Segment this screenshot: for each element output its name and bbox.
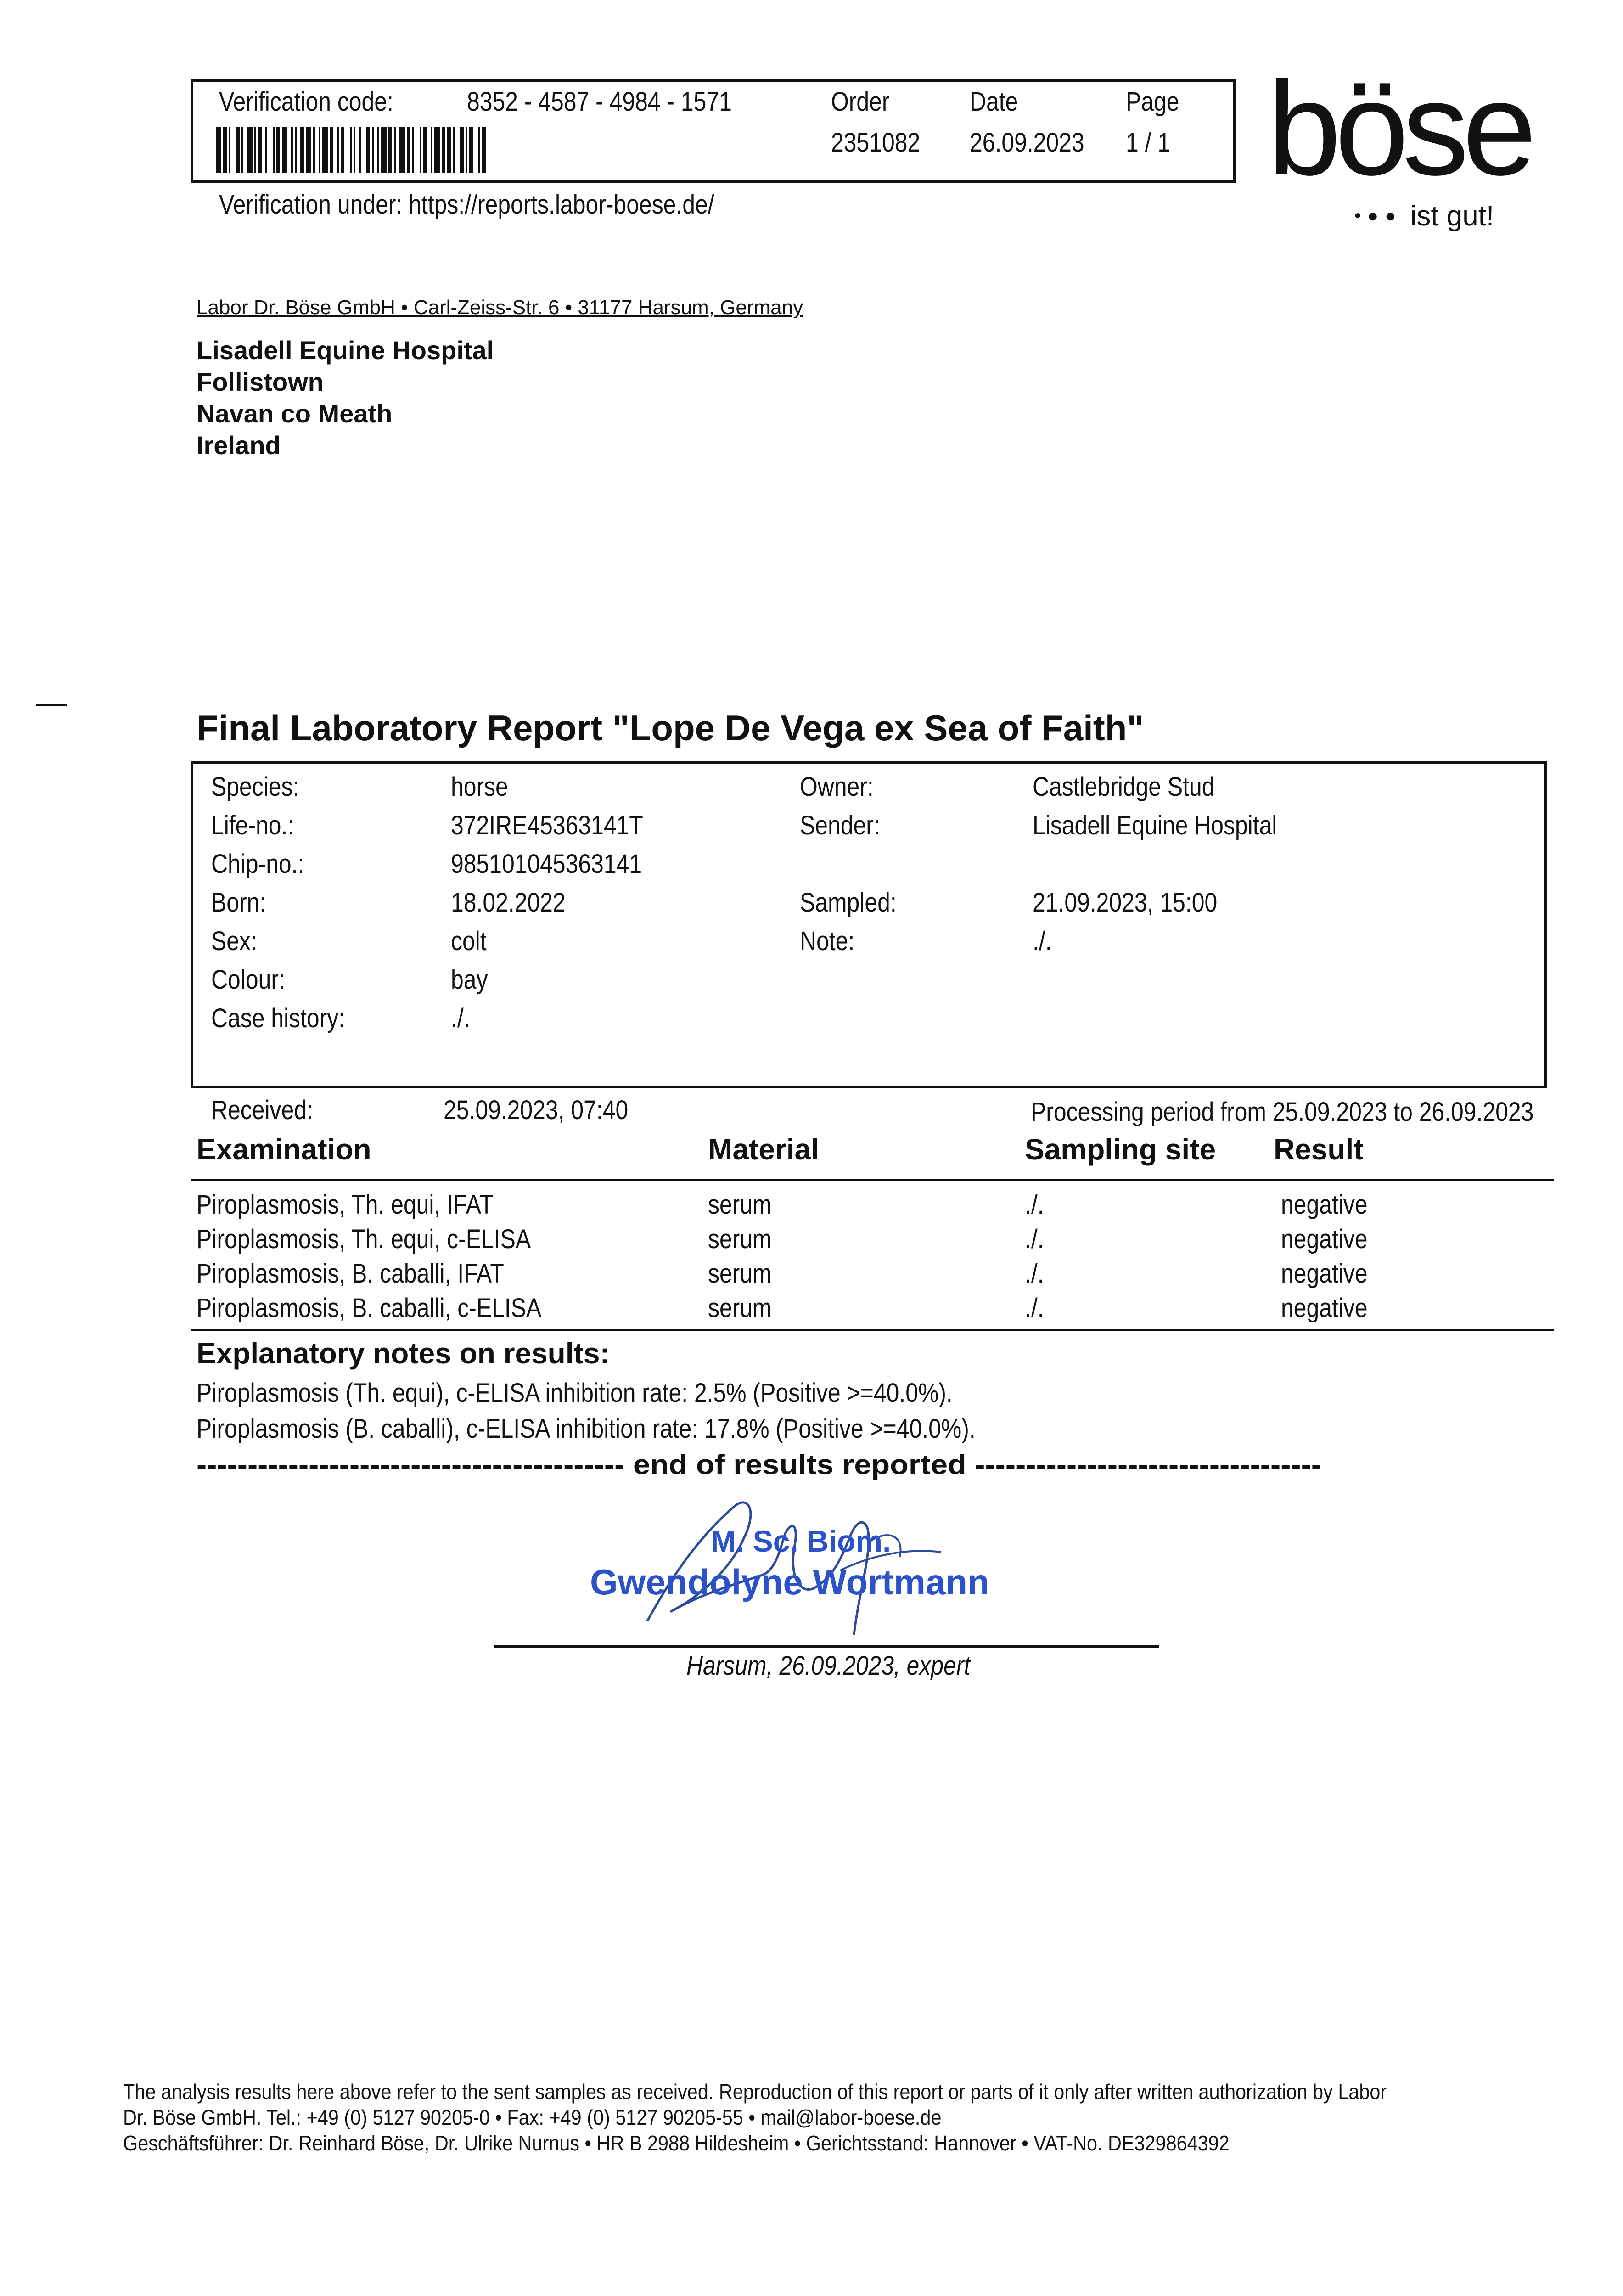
info-label: Sex: xyxy=(211,926,257,956)
barcode-bar xyxy=(229,127,230,173)
barcode-bar xyxy=(359,127,361,173)
table-bottom-rule xyxy=(191,1329,1554,1331)
material-cell: serum xyxy=(708,1190,772,1220)
stamp-title: M. Sc. Biom. xyxy=(711,1524,891,1558)
barcode-bar xyxy=(295,127,297,173)
report-title: Final Laboratory Report "Lope De Vega ex Sea of Faith" xyxy=(197,708,1144,748)
date-value: 26.09.2023 xyxy=(970,128,1084,158)
barcode-bar xyxy=(442,127,445,173)
column-header-result: Result xyxy=(1274,1133,1364,1166)
barcode-bar xyxy=(223,127,227,173)
verification-code-value: 8352 - 4587 - 4984 - 1571 xyxy=(467,87,732,117)
case-history-value: ./. xyxy=(451,1003,470,1033)
barcode-bar xyxy=(377,127,379,173)
barcode-bar xyxy=(254,127,256,173)
column-header-material: Material xyxy=(708,1133,819,1166)
barcode-bar xyxy=(265,127,267,173)
colour-value: bay xyxy=(451,965,488,995)
barcode-bar xyxy=(420,127,421,173)
notes-heading: Explanatory notes on results: xyxy=(197,1337,610,1370)
stamp-name: Gwendolyne Wortmann xyxy=(590,1562,989,1602)
barcode-bar xyxy=(236,127,240,173)
info-label: Life-no.: xyxy=(211,810,294,840)
material-cell: serum xyxy=(708,1224,772,1254)
info-label: Chip-no.: xyxy=(211,849,304,879)
barcode-bar xyxy=(399,127,405,173)
logo-tagline: •●● ist gut! xyxy=(1354,200,1494,232)
result-cell: negative xyxy=(1281,1190,1368,1220)
verification-code-label: Verification code: xyxy=(219,87,393,117)
logo-dots-icon: •●● xyxy=(1354,206,1403,226)
barcode-bar xyxy=(372,127,374,173)
barcode-bar xyxy=(460,127,464,173)
note-line: Piroplasmosis (B. caballi), c-ELISA inhibition rate: 17.8% (Positive >=40.0%). xyxy=(197,1414,976,1444)
signature-line xyxy=(494,1645,1159,1648)
barcode-bar xyxy=(381,127,387,173)
barcode-bar xyxy=(276,127,280,173)
barcode-bar xyxy=(447,127,451,173)
page-value: 1 / 1 xyxy=(1126,128,1171,158)
barcode-bar xyxy=(341,127,344,173)
info-label: Sender: xyxy=(800,810,880,840)
examination-cell: Piroplasmosis, B. caballi, IFAT xyxy=(197,1259,504,1289)
note-value: ./. xyxy=(1033,926,1052,956)
recipient-line: Follistown xyxy=(197,367,324,396)
barcode-bar xyxy=(258,127,262,173)
info-label: Sampled: xyxy=(800,888,897,917)
received-value: 25.09.2023, 07:40 xyxy=(444,1095,629,1125)
sender-address-line: Labor Dr. Böse GmbH • Carl-Zeiss-Str. 6 • 31177 Harsum, Germany xyxy=(197,296,803,319)
order-label: Order xyxy=(831,87,890,117)
barcode-bar xyxy=(434,127,440,173)
examination-cell: Piroplasmosis, Th. equi, IFAT xyxy=(197,1190,494,1220)
owner-value: Castlebridge Stud xyxy=(1033,772,1215,802)
info-label: Note: xyxy=(800,926,855,956)
barcode-bar xyxy=(466,127,467,173)
column-header-sampling-site: Sampling site xyxy=(1025,1133,1216,1166)
fold-mark xyxy=(36,704,67,706)
barcode-bar xyxy=(282,127,287,173)
barcode-bar xyxy=(322,127,328,173)
life-no-value: 372IRE45363141T xyxy=(451,810,643,840)
info-label: Species: xyxy=(211,772,299,802)
footer-line: The analysis results here above refer to the sent samples as received. Reproduction of this report or parts of it only after written authorization by Labor xyxy=(123,2080,1387,2104)
received-label: Received: xyxy=(211,1095,313,1125)
sampling-site-cell: ./. xyxy=(1025,1190,1044,1220)
verification-url: Verification under: https://reports.labor-boese.de/ xyxy=(219,190,714,219)
recipient-line: Ireland xyxy=(197,431,281,460)
barcode-bar xyxy=(216,127,221,173)
barcode-bar xyxy=(412,127,414,173)
barcode-bar xyxy=(337,127,339,173)
sender-value: Lisadell Equine Hospital xyxy=(1033,810,1277,840)
signature-caption: Harsum, 26.09.2023, expert xyxy=(686,1651,971,1681)
sampling-site-cell: ./. xyxy=(1025,1259,1044,1289)
logo-wordmark: böse xyxy=(1267,54,1530,203)
info-label: Born: xyxy=(211,888,266,917)
info-label: Case history: xyxy=(211,1003,345,1033)
order-value: 2351082 xyxy=(831,128,921,158)
examination-cell: Piroplasmosis, Th. equi, c-ELISA xyxy=(197,1224,531,1254)
end-of-results-marker: ------------------------------------------ end of results reported ---------------------------------- xyxy=(197,1449,1321,1480)
result-cell: negative xyxy=(1281,1224,1368,1254)
barcode-bar xyxy=(366,127,370,173)
barcode-bar xyxy=(478,127,480,173)
barcode-bar xyxy=(350,127,352,173)
processing-period: Processing period from 25.09.2023 to 26.09.2023 xyxy=(1030,1097,1533,1127)
info-label: Owner: xyxy=(800,772,874,802)
barcode-bar xyxy=(291,127,293,173)
species-value: horse xyxy=(451,772,508,802)
table-header-rule xyxy=(191,1179,1554,1181)
material-cell: serum xyxy=(708,1293,772,1323)
barcode-bar xyxy=(482,127,486,173)
barcode-bar xyxy=(330,127,333,173)
result-cell: negative xyxy=(1281,1293,1368,1323)
barcode-bar xyxy=(453,127,455,173)
barcode-bar xyxy=(354,127,355,173)
result-cell: negative xyxy=(1281,1259,1368,1289)
date-label: Date xyxy=(970,87,1018,117)
barcode-bar xyxy=(407,127,410,173)
recipient-line: Navan co Meath xyxy=(197,399,393,428)
sampling-site-cell: ./. xyxy=(1025,1293,1044,1323)
note-line: Piroplasmosis (Th. equi), c-ELISA inhibition rate: 2.5% (Positive >=40.0%). xyxy=(197,1378,953,1408)
barcode-bar xyxy=(388,127,392,173)
sampled-value: 21.09.2023, 15:00 xyxy=(1033,888,1218,917)
barcode-bar xyxy=(319,127,320,173)
barcode-bar xyxy=(241,127,243,173)
examination-cell: Piroplasmosis, B. caballi, c-ELISA xyxy=(197,1293,542,1323)
sampling-site-cell: ./. xyxy=(1025,1224,1044,1254)
barcode-bar xyxy=(300,127,304,173)
page-label: Page xyxy=(1126,87,1179,117)
barcode-bar xyxy=(247,127,253,173)
recipient-line: Lisadell Equine Hospital xyxy=(197,336,494,365)
footer-line: Dr. Böse GmbH. Tel.: +49 (0) 5127 90205-0 • Fax: +49 (0) 5127 90205-55 • mail@labor-boese.de xyxy=(123,2105,942,2129)
barcode-bar xyxy=(273,127,275,173)
born-value: 18.02.2022 xyxy=(451,888,566,917)
material-cell: serum xyxy=(708,1259,772,1289)
barcode-bar xyxy=(394,127,396,173)
chip-no-value: 985101045363141 xyxy=(451,849,642,879)
barcode-bar xyxy=(313,127,315,173)
info-label: Colour: xyxy=(211,965,285,995)
barcode-bar xyxy=(469,127,473,173)
footer-line: Geschäftsführer: Dr. Reinhard Böse, Dr. Ulrike Nurnus • HR B 2988 Hildesheim • Gerichtsstand: Hannover • VAT-No. DE329864392 xyxy=(123,2131,1230,2155)
sex-value: colt xyxy=(451,926,487,956)
barcode-bar xyxy=(423,127,427,173)
barcode-icon xyxy=(216,127,551,173)
barcode-bar xyxy=(306,127,311,173)
barcode-bar xyxy=(431,127,432,173)
column-header-examination: Examination xyxy=(197,1133,371,1166)
